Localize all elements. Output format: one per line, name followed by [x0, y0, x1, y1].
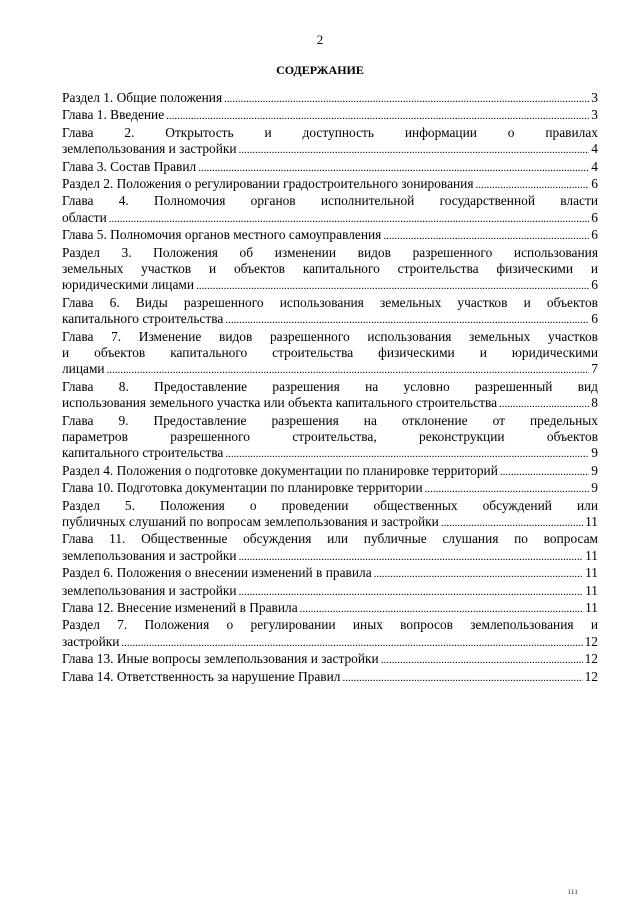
toc-title: СОДЕРЖАНИЕ: [276, 63, 364, 77]
toc-entry[interactable]: [62, 498, 598, 532]
toc-entry-label: Раздел 4. Положения о подготовке документации по планировке территорий: [62, 462, 498, 478]
toc-entry-page: 3: [591, 107, 598, 123]
dot-leader: [239, 141, 590, 158]
toc-entry-page: 9: [591, 445, 598, 461]
toc-entry-text-line: и объектов капитального строительства физическими и юридическими: [62, 345, 598, 360]
toc-entry[interactable]: [62, 413, 598, 463]
dot-leader: [300, 600, 583, 617]
dot-leader: [476, 176, 590, 193]
toc-entry-label: землепользования и застройки: [62, 141, 237, 157]
toc-entry[interactable]: [62, 463, 598, 480]
dot-leader: [425, 480, 590, 497]
toc-entry-label: Глава 13. Иные вопросы землепользования и застройки: [62, 651, 379, 667]
toc-entry-label: публичных слушаний по вопросам землепользования и застройки: [62, 513, 439, 529]
toc-entry-label: Глава 10. Подготовка документации по планировке территории: [62, 480, 423, 496]
footer-mark: ııı: [568, 886, 579, 896]
toc-entry-page: 6: [591, 227, 598, 243]
toc-entry-page: 11: [585, 582, 598, 598]
dot-leader: [374, 565, 583, 582]
dot-leader: [499, 395, 589, 412]
toc-entry[interactable]: [62, 107, 598, 124]
dot-leader: [166, 107, 589, 124]
toc-entry-page: 6: [591, 277, 598, 293]
toc-entry-text-line: Глава 6. Виды разрешенного использования земельных участков и объектов: [62, 294, 598, 310]
toc-entry[interactable]: [62, 565, 598, 582]
toc-entry-label: Раздел 1. Общие положения: [62, 90, 223, 105]
toc-entry-page: 12: [584, 633, 598, 649]
toc-entry-label: застройки: [62, 633, 120, 649]
toc-entry[interactable]: [62, 193, 598, 227]
toc-entry-label: юридическими лицами: [62, 277, 195, 293]
toc-entry[interactable]: [62, 245, 598, 295]
dot-leader: [198, 159, 589, 176]
toc-entry-page: 7: [591, 361, 598, 377]
dot-leader: [225, 311, 589, 328]
toc-entry[interactable]: [62, 651, 598, 668]
toc-entry[interactable]: [62, 125, 598, 159]
toc-entry-label: землепользования и застройки: [62, 582, 237, 598]
dot-leader: [239, 583, 584, 600]
page-number: 2: [316, 32, 324, 47]
toc-entry-label: Раздел 2. Положения о регулировании градостроительного зонирования: [62, 176, 474, 192]
toc-entry-page: 12: [584, 668, 598, 684]
toc-entry-label: лицами: [62, 361, 105, 377]
toc-entry[interactable]: [62, 600, 598, 617]
dot-leader: [500, 463, 589, 480]
dot-leader: [441, 514, 583, 531]
toc-entry-page: 6: [591, 176, 598, 192]
toc-entry-page: 3: [591, 90, 598, 105]
toc-entry-text-line: Глава 7. Изменение видов разрешенного использования земельных участков: [62, 328, 598, 344]
toc-entry-page: 8: [591, 395, 598, 411]
toc-entry[interactable]: [62, 159, 598, 176]
toc-entry-label: области: [62, 209, 107, 225]
toc-entry-label: Глава 5. Полномочия органов местного самоуправления: [62, 227, 382, 243]
toc-entry-text-line: Глава 2. Открытость и доступность информации о правилах: [62, 124, 598, 140]
toc-entry[interactable]: [62, 90, 598, 107]
toc-entry-text-line: Глава 4. Полномочия органов исполнительной государственной власти: [62, 193, 598, 209]
toc-entry[interactable]: [62, 669, 598, 686]
toc-entry-page: 4: [591, 141, 598, 157]
toc-entry-page: 9: [591, 462, 598, 478]
toc-entry-label: Раздел 6. Положения о внесении изменений в правила: [62, 565, 372, 581]
toc-entry-text-line: Раздел 3. Положения об изменении видов разрешенного использования: [62, 244, 598, 260]
toc-entry-label: капитального строительства: [62, 311, 224, 327]
toc-entry[interactable]: [62, 531, 598, 565]
dot-leader: [225, 445, 589, 462]
dot-leader: [342, 669, 582, 686]
toc-entry-page: 6: [591, 311, 598, 327]
toc-entry-text-line: параметров разрешенного строительства, реконструкции объектов: [62, 428, 598, 444]
toc-entry[interactable]: [62, 176, 598, 193]
toc-entry-text-line: земельных участков и объектов капитального строительства физическими и: [62, 261, 598, 277]
toc-entry-label: использования земельного участка или объекта капитального строительства: [62, 395, 498, 411]
dot-leader: [381, 651, 583, 668]
toc-entry-text-line: Глава 8. Предоставление разрешения на условно разрешенный вид: [62, 378, 598, 394]
toc-entry-page: 9: [591, 480, 598, 496]
toc-entry[interactable]: [62, 617, 598, 651]
toc-entry-label: Глава 3. Состав Правил: [62, 158, 197, 174]
toc-entry[interactable]: [62, 295, 598, 329]
dot-leader: [109, 210, 590, 227]
toc-entry-label: капитального строительства: [62, 445, 224, 461]
toc-entry-page: 6: [591, 209, 598, 225]
toc-entry[interactable]: [62, 480, 598, 497]
toc-entry-label: Глава 14. Ответственность за нарушение Правил: [62, 668, 341, 684]
table-of-contents: [62, 90, 598, 686]
toc-entry[interactable]: [62, 583, 598, 600]
toc-entry-page: 11: [585, 600, 598, 615]
toc-entry-text-line: Раздел 5. Положения о проведении общественных обсуждений или: [62, 497, 598, 513]
toc-entry-page: 11: [585, 513, 598, 529]
dot-leader: [107, 361, 590, 378]
dot-leader: [383, 227, 589, 244]
toc-entry[interactable]: [62, 227, 598, 244]
toc-entry-page: 11: [585, 565, 598, 581]
dot-leader: [224, 90, 589, 107]
toc-entry-label: Глава 12. Внесение изменений в Правила: [62, 600, 298, 615]
dot-leader: [121, 634, 582, 651]
toc-entry-page: 11: [585, 547, 598, 563]
toc-entry-text-line: Глава 9. Предоставление разрешения на отклонение от предельных: [62, 412, 598, 428]
toc-entry[interactable]: [62, 379, 598, 413]
dot-leader: [196, 277, 589, 294]
toc-entry-page: 4: [591, 158, 598, 174]
toc-entry-label: Глава 1. Введение: [62, 107, 165, 123]
toc-entry-text-line: Раздел 7. Положения о регулировании иных вопросов землепользования и: [62, 617, 598, 633]
toc-entry-page: 12: [584, 651, 598, 667]
toc-entry[interactable]: [62, 329, 598, 379]
dot-leader: [239, 548, 584, 565]
toc-entry-text-line: Глава 11. Общественные обсуждения или публичные слушания по вопросам: [62, 531, 598, 547]
toc-entry-label: землепользования и застройки: [62, 547, 237, 563]
